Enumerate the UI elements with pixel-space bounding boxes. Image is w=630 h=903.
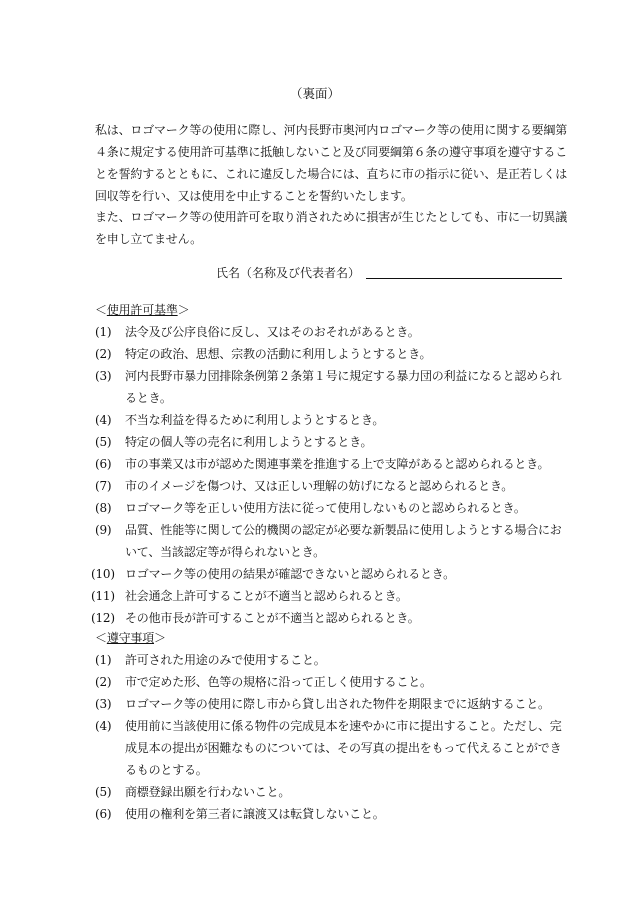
criteria-item — [82, 453, 572, 475]
criteria-item — [82, 519, 572, 563]
compliance-heading-close: ＞ — [154, 631, 166, 645]
item-text: 不当な利益を得るために利用しようとするとき。 — [125, 413, 385, 427]
item-number: (5) — [95, 785, 112, 799]
criteria-item — [82, 563, 572, 585]
item-text: 品質、性能等に関して公的機関の認定が必要な新製品に使用しようとする場合において、当該認定等が得られないとき。 — [125, 523, 562, 559]
item-number: (9) — [95, 523, 112, 537]
compliance-section — [82, 627, 572, 825]
item-number: (1) — [95, 325, 112, 339]
item-text: 河内長野市暴力団排除条例第２条第１号に規定する暴力団の利益になると認められるとき。 — [125, 369, 562, 405]
item-text: その他市長が許可することが不適当と認められるとき。 — [125, 611, 420, 625]
item-number: (4) — [95, 413, 112, 427]
item-text: 使用の権利を第三者に譲渡又は転貸しないこと。 — [125, 807, 385, 821]
criteria-item — [82, 321, 572, 343]
criteria-item — [82, 343, 572, 365]
signature-label: 氏名（名称及び代表者名） — [216, 266, 361, 280]
page-title: （裏面） — [289, 86, 340, 101]
criteria-item — [82, 365, 572, 409]
item-number: (4) — [95, 719, 112, 733]
item-number: (6) — [95, 457, 112, 471]
item-text: 使用前に当該使用に係る物件の完成見本を速やかに市に提出すること。ただし、完成見本の提出が困難なものについては、その写真の提出をもって代えることができるものとする。 — [125, 719, 562, 777]
item-text: 特定の個人等の売名に利用しようとするとき。 — [125, 435, 373, 449]
compliance-item — [82, 649, 572, 671]
compliance-item — [82, 671, 572, 693]
item-number: (11) — [91, 589, 115, 603]
item-text: 市で定めた形、色等の規格に沿って正しく使用すること。 — [125, 675, 432, 689]
criteria-heading-open: ＜ — [95, 303, 107, 317]
item-number: (2) — [95, 675, 112, 689]
criteria-heading-text: 使用許可基準 — [106, 303, 178, 317]
criteria-section — [82, 299, 572, 629]
compliance-item — [82, 781, 572, 803]
compliance-item — [82, 693, 572, 715]
compliance-heading — [82, 627, 572, 649]
criteria-item — [82, 475, 572, 497]
item-text: ロゴマーク等を正しい使用方法に従って使用しないものと認められるとき。 — [125, 501, 526, 515]
item-text: 許可された用途のみで使用すること。 — [125, 653, 326, 667]
pledge-paragraph-2: また、ロゴマーク等の使用許可を取り消されために損害が生じたとしても、市に一切異議を申し立てません。 — [95, 210, 568, 246]
pledge-paragraph-1: 私は、ロゴマーク等の使用に際し、河内長野市奥河内ロゴマーク等の使用に関する要綱第４条に規定する使用許可基準に抵触しないこと及び同要綱第６条の遵守事項を遵守することを誓約するとともに、これに違反した場合には、直ちに市の指示に従い、是正若しくは回収等を行い、又は使用を中止することを誓約いたします。 — [95, 123, 568, 203]
criteria-heading-close: ＞ — [177, 303, 190, 317]
item-text: 社会通念上許可することが不適当と認められるとき。 — [125, 589, 408, 603]
signature-line — [366, 265, 562, 279]
item-number: (5) — [95, 435, 112, 449]
criteria-item — [82, 409, 572, 431]
compliance-heading-open: ＜ — [95, 631, 107, 645]
compliance-heading-text: 遵守事項 — [106, 631, 155, 645]
compliance-item — [82, 715, 572, 781]
item-number: (8) — [95, 501, 112, 515]
criteria-item — [82, 431, 572, 453]
item-text: ロゴマーク等の使用の結果が確認できないと認められるとき。 — [125, 567, 455, 581]
signature-block — [216, 264, 562, 281]
criteria-item — [82, 497, 572, 519]
item-number: (3) — [95, 369, 112, 383]
item-text: ロゴマーク等の使用に際し市から貸し出された物件を期限までに返納すること。 — [125, 697, 550, 711]
item-text: 特定の政治、思想、宗教の活動に利用しようとするとき。 — [125, 347, 432, 361]
item-text: 市の事業又は市が認めた関連事業を推進する上で支障があると認められるとき。 — [125, 457, 550, 471]
item-text: 法令及び公序良俗に反し、又はそのおそれがあるとき。 — [125, 325, 420, 339]
criteria-item — [82, 585, 572, 607]
item-number: (2) — [95, 347, 112, 361]
item-text: 市のイメージを傷つけ、又は正しい理解の妨げになると認められるとき。 — [125, 479, 514, 493]
item-number: (1) — [95, 653, 112, 667]
item-text: 商標登録出願を行わないこと。 — [125, 785, 291, 799]
compliance-item — [82, 803, 572, 825]
criteria-heading — [82, 299, 572, 321]
item-number: (10) — [91, 567, 115, 581]
item-number: (6) — [95, 807, 112, 821]
item-number: (7) — [95, 479, 112, 493]
criteria-item — [82, 607, 572, 629]
item-number: (12) — [91, 611, 115, 625]
item-number: (3) — [95, 697, 112, 711]
